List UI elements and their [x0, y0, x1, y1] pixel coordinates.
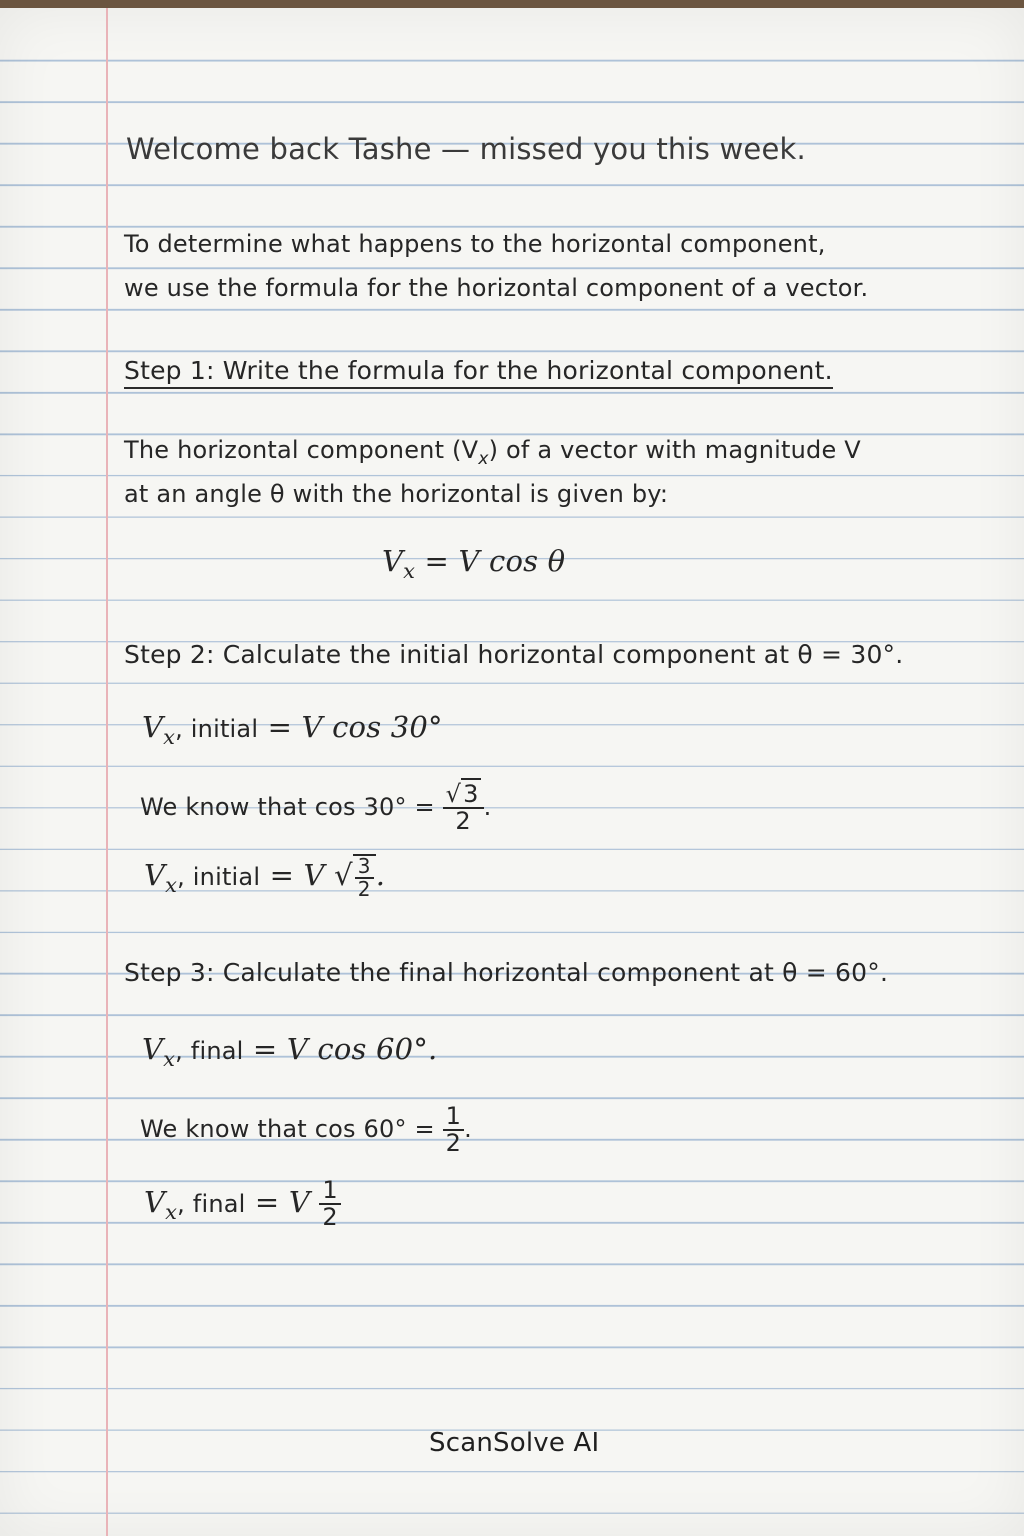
fraction-numerator: 3 — [463, 780, 479, 808]
step-2-eq1-rhs: = V cos 30° — [258, 710, 443, 744]
sqrt-symbol: √ — [334, 858, 353, 892]
sqrt-fraction — [353, 854, 376, 900]
notebook-page — [0, 8, 1024, 1536]
step-3-know-text: We know that cos 60° = — [140, 1115, 443, 1144]
step-3-equation-2 — [144, 1178, 341, 1230]
step-1-text-1a: The horizontal component (V — [124, 436, 479, 464]
step-2-eq2-rhs: = V — [260, 858, 335, 892]
intro-line-1: To determine what happens to the horizontal component, — [124, 230, 826, 258]
fraction-denominator: 2 — [455, 807, 471, 836]
step-1-text-1-sub: x — [478, 449, 489, 470]
fraction-numerator: 3 — [355, 856, 374, 879]
footer-brand: ScanSolve AI — [429, 1428, 600, 1458]
one-half-fraction — [319, 1178, 340, 1230]
step-2-eq1-label: , initial — [175, 715, 259, 743]
step-3-eq1-v: V — [142, 1032, 164, 1066]
fraction-numerator: 1 — [319, 1178, 340, 1205]
step-3-title: Step 3: Calculate the final horizontal component at θ = 60°. — [124, 958, 889, 987]
intro-line-2: we use the formula for the horizontal component of a vector. — [124, 274, 869, 302]
step-1-text-1 — [124, 436, 861, 470]
step-1-text-2: at an angle θ with the horizontal is given by: — [124, 480, 669, 508]
step-2-eq1-v: V — [142, 710, 164, 744]
formula-lhs: V — [382, 544, 404, 578]
step-3-equation-1 — [142, 1032, 438, 1072]
fraction-denominator: 2 — [322, 1203, 338, 1232]
step-2-title: Step 2: Calculate the initial horizontal component at θ = 30°. — [124, 640, 904, 669]
step-2-know-text: We know that cos 30° = — [140, 793, 443, 822]
fraction-numerator: 1 — [443, 1104, 464, 1131]
horizontal-component-formula — [382, 544, 566, 584]
step-3-eq2-rhs: = V — [245, 1185, 320, 1220]
step-3-know-end: . — [464, 1115, 472, 1144]
step-1-title — [124, 356, 833, 385]
step-3-eq2-sub: x — [165, 1200, 178, 1225]
fraction-denominator: 2 — [357, 877, 371, 901]
step-1-title-text: Step 1: Write the formula for the horizontal component. — [124, 356, 833, 389]
formula-rhs: = V cos θ — [415, 544, 566, 578]
margin-line — [106, 8, 108, 1536]
step-3-known-value — [140, 1104, 472, 1156]
step-3-eq2-label: , final — [177, 1190, 246, 1219]
step-2-eq2-sub: x — [165, 873, 178, 898]
step-2-eq1-sub: x — [163, 725, 176, 750]
sqrt3-over-2-fraction — [443, 782, 484, 834]
step-2-know-end: . — [483, 793, 492, 822]
one-half-fraction — [443, 1104, 464, 1156]
step-2-eq2-label: , initial — [177, 863, 261, 891]
formula-sub: x — [403, 559, 416, 584]
step-2-equation-2 — [144, 854, 385, 900]
step-2-known-value — [140, 782, 491, 834]
step-3-eq1-sub: x — [163, 1047, 176, 1072]
step-3-eq1-label: , final — [175, 1037, 244, 1065]
fraction-denominator: 2 — [445, 1129, 462, 1158]
greeting: Welcome back Tashe — missed you this week. — [126, 132, 806, 166]
step-2-eq2-v: V — [144, 858, 166, 892]
step-2-eq2-end: . — [375, 858, 386, 892]
sqrt-symbol: √ — [445, 780, 462, 808]
step-3-eq1-rhs: = V cos 60°. — [243, 1032, 438, 1066]
step-2-equation-1 — [142, 710, 443, 750]
step-1-text-1b: ) of a vector with magnitude V — [488, 436, 861, 464]
step-3-eq2-v: V — [144, 1185, 166, 1220]
